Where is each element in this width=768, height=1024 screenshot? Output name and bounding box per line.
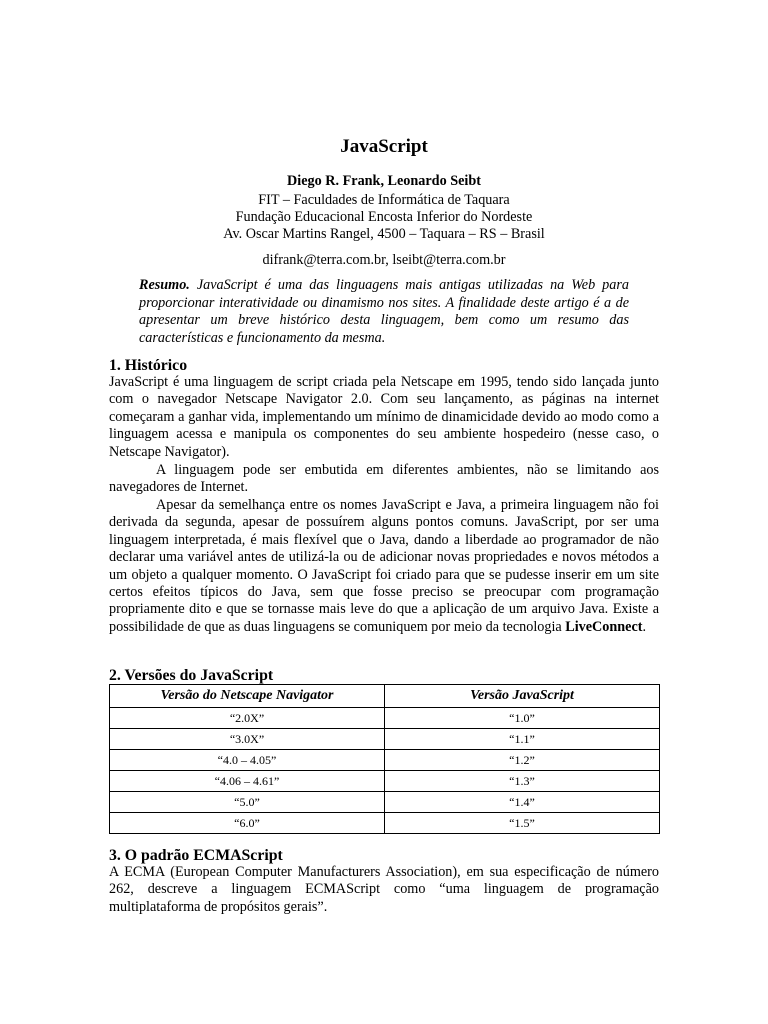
paragraph-text: Apesar da semelhança entre os nomes JavaScript e Java, a primeira linguagem não foi derivada da segunda, apesar de possuírem alguns pontos comuns. JavaScript, por ser uma linguagem interpretada, é mais flexível que o Java, dando a liberdade ao programador de não declarar uma variável antes de utilizá-la ou de adicionar novas propriedades e novos métodos a um objeto a qualquer momento. O JavaScript foi criado para que se pudesse inserir em um site certos efeitos típicos do Java, sem que fosse preciso se preocupar com programação propriamente dito e que se tornasse mais leve do que a aplicação de um arquivo Java. Existe a possibilidade de que as duas linguagens se comuniquem por meio da tecnologia	[109, 497, 659, 635]
section-title-ecmascript: 3. O padrão ECMAScript	[109, 847, 283, 864]
table-cell: “1.5”	[385, 813, 660, 834]
table-row	[110, 729, 660, 750]
table-header-row	[110, 685, 660, 708]
author-emails: difrank@terra.com.br, lseibt@terra.com.br	[262, 252, 506, 268]
table-cell: “1.1”	[385, 729, 660, 750]
paragraph	[109, 497, 659, 636]
table-cell: “3.0X”	[110, 729, 385, 750]
table-row	[110, 792, 660, 813]
section-title-historico: 1. Histórico	[109, 357, 188, 374]
table-row	[110, 750, 660, 771]
author-list: Diego R. Frank, Leonardo Seibt	[287, 173, 481, 189]
table-cell: “6.0”	[110, 813, 385, 834]
abstract-text: JavaScript é uma das linguagens mais antigas utilizadas na Web para proporcionar interatividade ou dinamismo nos sites. A finalidade deste artigo é a de apresentar um breve histórico desta linguagem, bem como um resumo das características e funcionamento da mesma.	[139, 277, 629, 346]
abstract-lead: Resumo.	[139, 277, 190, 293]
liveconnect-term: LiveConnect	[565, 618, 643, 635]
table-cell: “1.3”	[385, 771, 660, 792]
paper-title: JavaScript	[340, 136, 428, 157]
section-title-versoes: 2. Versões do JavaScript	[109, 667, 274, 684]
table-cell: “1.2”	[385, 750, 660, 771]
paragraph: A ECMA (European Computer Manufacturers Association), em sua especificação de número 262, descreve a linguagem ECMAScript como “uma linguagem de programação multiplataforma de propósitos gerais”.	[109, 864, 659, 915]
table-cell: “4.0 – 4.05”	[110, 750, 385, 771]
affiliation-line: Fundação Educacional Encosta Inferior do Nordeste	[235, 209, 533, 225]
versions-table	[109, 684, 660, 834]
table-cell: “1.4”	[385, 792, 660, 813]
abstract	[139, 277, 629, 347]
paragraph: A linguagem pode ser embutida em diferentes ambientes, não se limitando aos navegadores de Internet.	[109, 462, 659, 496]
paragraph: JavaScript é uma linguagem de script criada pela Netscape em 1995, tendo sido lançada junto com o navegador Netscape Navigator 2.0. Com seu lançamento, as páginas na internet começaram a ganhar vida, implementando um mínimo de dinamicidade devido ao modo como a linguagem acessa e manipula os componentes do seu ambiente hospedeiro (nesse caso, o Netscape Navigator).	[109, 374, 659, 460]
table-cell: “5.0”	[110, 792, 385, 813]
table-cell: “2.0X”	[110, 708, 385, 729]
table-row	[110, 708, 660, 729]
table-row	[110, 813, 660, 834]
affiliation-line: FIT – Faculdades de Informática de Taquara	[258, 192, 510, 208]
table-cell: “4.06 – 4.61”	[110, 771, 385, 792]
table-cell: “1.0”	[385, 708, 660, 729]
affiliation-line: Av. Oscar Martins Rangel, 4500 – Taquara – RS – Brasil	[223, 226, 545, 242]
table-header-cell: Versão do Netscape Navigator	[110, 685, 385, 708]
paragraph-end: .	[642, 618, 647, 635]
table-row	[110, 771, 660, 792]
table-header-cell: Versão JavaScript	[385, 685, 660, 708]
